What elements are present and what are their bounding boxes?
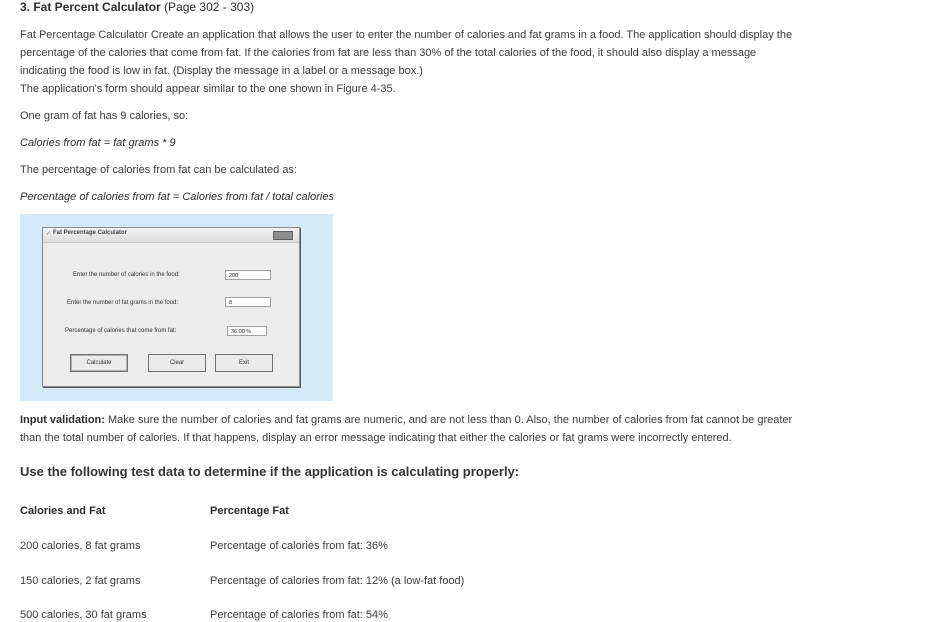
row-1-result: Percentage of calories from fat: 36% bbox=[210, 540, 388, 552]
validation-label: Input validation: bbox=[20, 414, 105, 426]
intro-line-2: percentage of the calories that come from fat. If the calories from fat are less than 30% of the total calories of the food, it should also display a message bbox=[20, 47, 757, 59]
row-3-input: 500 calories, 30 fat grams bbox=[20, 609, 147, 621]
calculator-window bbox=[42, 227, 300, 387]
clear-button: Clear bbox=[148, 354, 206, 372]
validation-text-2: than the total number of calories. If that happens, display an error message indicating that either the calories or fat grams were incorrectly entered. bbox=[20, 432, 732, 444]
intro-line-4: The application's form should appear similar to the one shown in Figure 4-35. bbox=[20, 83, 396, 95]
window-controls-icon bbox=[273, 231, 293, 240]
row-1-input: 200 calories, 8 fat grams bbox=[20, 540, 141, 552]
window-titlebar bbox=[43, 228, 299, 243]
label-fat-grams: Enter the number of fat grams in the food: bbox=[67, 300, 179, 306]
row-2-result: Percentage of calories from fat: 12% (a low-fat food) bbox=[210, 575, 465, 587]
section-pages: (Page 302 - 303) bbox=[164, 0, 255, 14]
percentage-output: 36.00 % bbox=[227, 326, 267, 336]
validation-text-1: Make sure the number of calories and fat grams are numeric, and are not less than 0. Also, the number of calories from fat cannot be greater bbox=[104, 414, 793, 426]
exit-button: Exit bbox=[215, 354, 273, 372]
col-header-percentage-fat: Percentage Fat bbox=[210, 505, 289, 517]
label-percentage: Percentage of calories that come from fat: bbox=[65, 328, 177, 334]
calculate-button: Calculate bbox=[70, 354, 128, 372]
label-calories: Enter the number of calories in the food: bbox=[73, 272, 180, 278]
figure-screenshot bbox=[20, 214, 333, 401]
formula-calories-from-fat: Calories from fat = fat grams * 9 bbox=[20, 137, 176, 149]
section-heading bbox=[20, 0, 254, 14]
section-title: 3. Fat Percent Calculator bbox=[20, 0, 161, 14]
formula-intro: One gram of fat has 9 calories, so: bbox=[20, 110, 189, 122]
formula-percentage: Percentage of calories from fat = Calories from fat / total calories bbox=[20, 191, 334, 203]
test-data-heading: Use the following test data to determine if the application is calculating properly: bbox=[20, 464, 520, 479]
intro-line-1: Fat Percentage Calculator Create an application that allows the user to enter the number of calories and fat grams in a food. The application should display the bbox=[20, 29, 793, 41]
calories-input: 200 bbox=[225, 270, 271, 280]
validation-paragraph bbox=[20, 411, 900, 447]
fat-grams-input: 8 bbox=[225, 297, 271, 307]
window-title: Fat Percentage Calculator bbox=[53, 230, 128, 236]
intro-line-3: indicating the food is low in fat. (Display the message in a label or a message box.) bbox=[20, 65, 423, 77]
col-header-calories-fat: Calories and Fat bbox=[20, 505, 106, 517]
formula-percentage-intro: The percentage of calories from fat can be calculated as: bbox=[20, 164, 297, 176]
app-icon: ✓ bbox=[46, 231, 52, 237]
row-3-result: Percentage of calories from fat: 54% bbox=[210, 609, 388, 621]
row-2-input: 150 calories, 2 fat grams bbox=[20, 575, 141, 587]
